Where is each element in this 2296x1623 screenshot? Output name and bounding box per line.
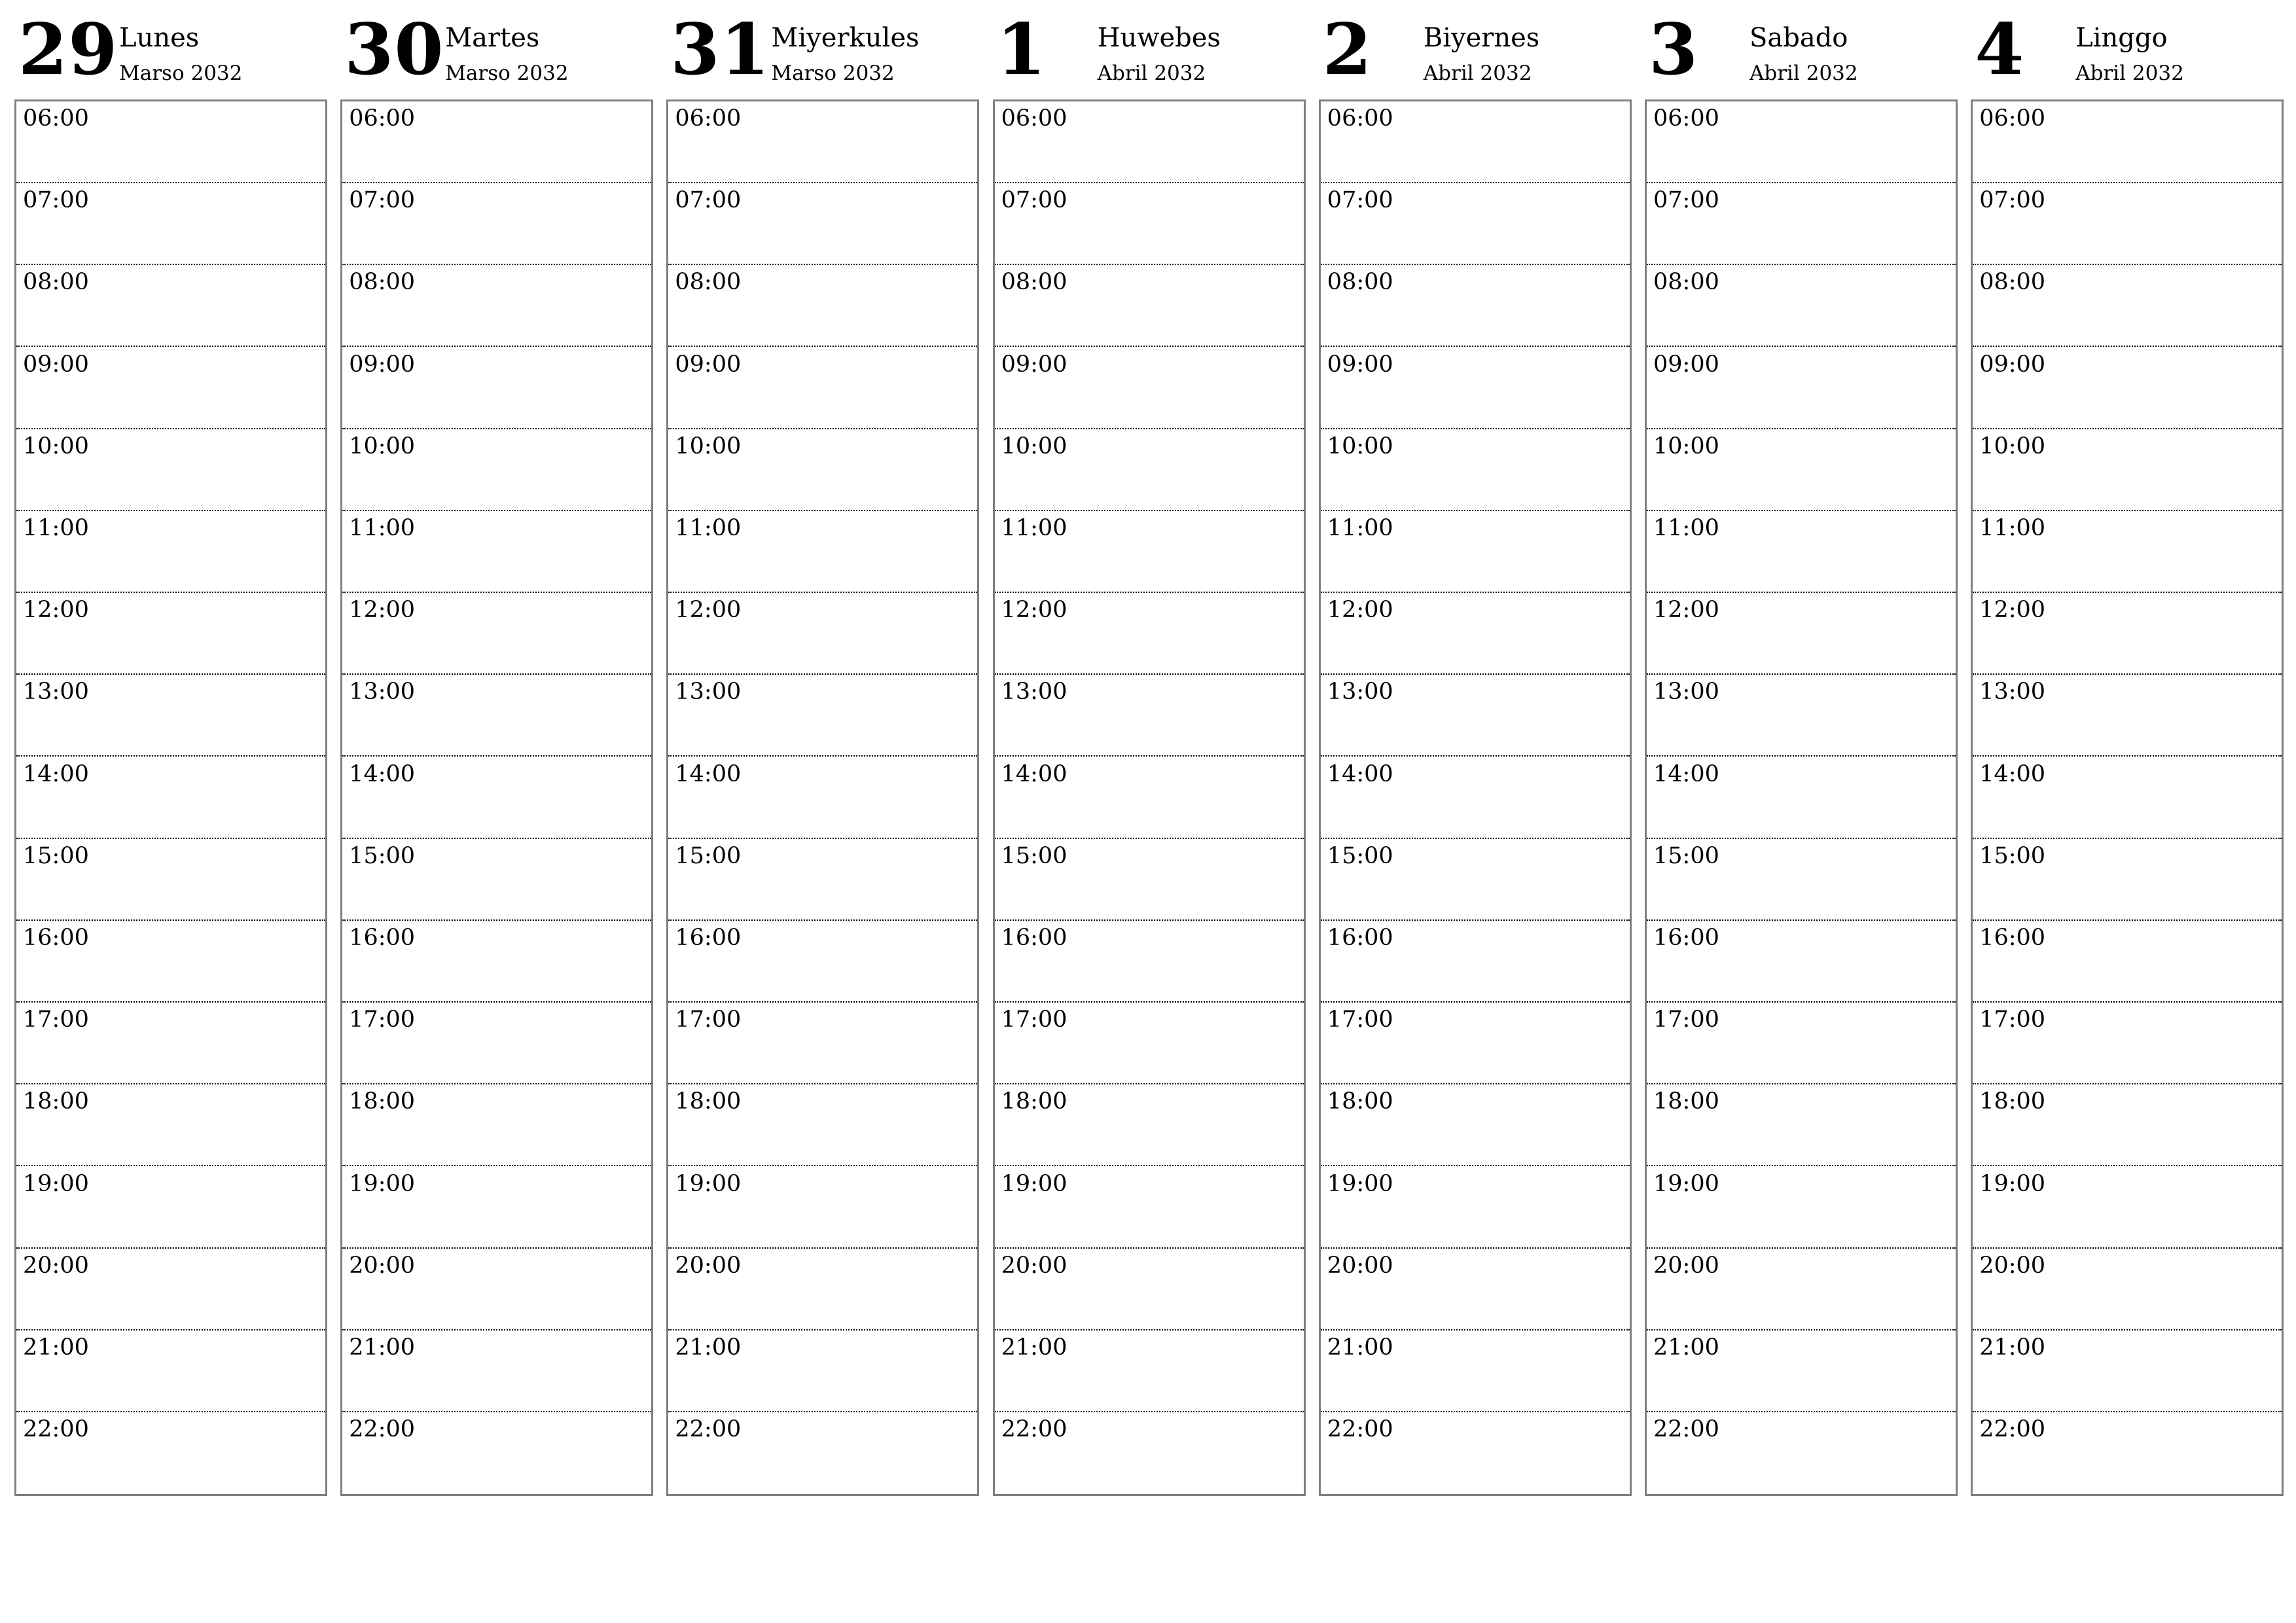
hour-label: 22:00 (1327, 1416, 1393, 1443)
hour-label: 17:00 (23, 1007, 89, 1033)
hour-slot[interactable] (668, 593, 977, 675)
hour-label: 10:00 (23, 433, 89, 459)
hour-label: 09:00 (1327, 351, 1393, 378)
hour-label: 15:00 (1979, 842, 2046, 869)
hour-slot[interactable] (668, 1249, 977, 1330)
hour-label: 07:00 (1001, 187, 1067, 214)
hour-label: 16:00 (23, 925, 89, 951)
hour-slot[interactable] (1321, 675, 1630, 757)
hour-label: 10:00 (1327, 433, 1393, 459)
hour-slot[interactable] (1647, 757, 1956, 839)
hour-label: 16:00 (349, 925, 416, 951)
hour-slot[interactable] (995, 1412, 1304, 1494)
hour-label: 15:00 (1327, 842, 1393, 869)
hour-label: 06:00 (1001, 105, 1067, 132)
hour-label: 18:00 (675, 1088, 742, 1115)
hour-label: 19:00 (1653, 1170, 1719, 1197)
day-number: 30 (344, 9, 444, 91)
hour-label: 07:00 (1979, 187, 2046, 214)
hour-label: 10:00 (675, 433, 742, 459)
hour-slot[interactable] (1647, 1084, 1956, 1166)
hour-label: 14:00 (23, 760, 89, 787)
hour-slot[interactable] (1321, 1249, 1630, 1330)
hour-slot[interactable] (668, 1003, 977, 1084)
hour-slot[interactable] (1647, 1412, 1956, 1494)
hour-label: 06:00 (675, 105, 742, 132)
hour-label: 19:00 (675, 1170, 742, 1197)
hour-label: 20:00 (675, 1252, 742, 1279)
hour-label: 10:00 (1653, 433, 1719, 459)
day-name: Martes (445, 23, 540, 53)
day-header (1971, 0, 2284, 99)
hour-slot[interactable] (1647, 183, 1956, 265)
hour-label: 06:00 (1979, 105, 2046, 132)
hour-slot[interactable] (995, 675, 1304, 757)
hour-slot[interactable] (1647, 265, 1956, 347)
day-name: Huwebes (1097, 23, 1221, 53)
hour-slot[interactable] (995, 265, 1304, 347)
day-month: Abril 2032 (1749, 62, 1858, 85)
hour-label: 12:00 (1001, 597, 1067, 624)
hour-slot[interactable] (1321, 183, 1630, 265)
hour-slot[interactable] (995, 1249, 1304, 1330)
hour-label: 16:00 (675, 925, 742, 951)
hour-label: 21:00 (675, 1334, 742, 1361)
day-schedule-box[interactable] (1319, 99, 1632, 1496)
hour-label: 12:00 (23, 597, 89, 624)
hour-label: 14:00 (1979, 760, 2046, 787)
hour-label: 08:00 (1653, 269, 1719, 296)
hour-slot[interactable] (342, 757, 651, 839)
hour-slot[interactable] (1973, 429, 2282, 511)
hour-slot[interactable] (16, 1084, 325, 1166)
hour-slot[interactable] (995, 921, 1304, 1003)
hour-label: 06:00 (349, 105, 416, 132)
hour-slot[interactable] (995, 1084, 1304, 1166)
hour-slot[interactable] (995, 429, 1304, 511)
hour-slot[interactable] (668, 1084, 977, 1166)
hour-slot[interactable] (995, 1330, 1304, 1412)
hour-slot[interactable] (342, 1003, 651, 1084)
hour-slot[interactable] (16, 1249, 325, 1330)
day-name: Miyerkules (771, 23, 920, 53)
hour-label: 20:00 (1327, 1252, 1393, 1279)
day-number: 3 (1649, 9, 1699, 91)
hour-slot[interactable] (1647, 101, 1956, 183)
day-month: Marso 2032 (445, 62, 569, 85)
day-month: Marso 2032 (771, 62, 895, 85)
hour-label: 11:00 (1327, 515, 1393, 541)
hour-label: 18:00 (1653, 1088, 1719, 1115)
hour-slot[interactable] (1973, 1249, 2282, 1330)
hour-label: 13:00 (1653, 679, 1719, 705)
hour-slot[interactable] (16, 757, 325, 839)
day-month: Abril 2032 (1423, 62, 1532, 85)
hour-label: 07:00 (23, 187, 89, 214)
hour-label: 15:00 (675, 842, 742, 869)
hour-label: 20:00 (1979, 1252, 2046, 1279)
hour-slot[interactable] (995, 593, 1304, 675)
hour-label: 22:00 (23, 1416, 89, 1443)
hour-slot[interactable] (668, 675, 977, 757)
hour-slot[interactable] (16, 1412, 325, 1494)
hour-slot[interactable] (342, 593, 651, 675)
hour-label: 20:00 (1001, 1252, 1067, 1279)
hour-slot[interactable] (1647, 1249, 1956, 1330)
hour-slot[interactable] (995, 757, 1304, 839)
hour-slot[interactable] (1321, 429, 1630, 511)
hour-slot[interactable] (995, 839, 1304, 921)
day-month: Abril 2032 (1097, 62, 1206, 85)
hour-label: 07:00 (1653, 187, 1719, 214)
day-number: 31 (670, 9, 770, 91)
hour-slot[interactable] (1647, 511, 1956, 593)
hour-label: 12:00 (1653, 597, 1719, 624)
day-header (14, 0, 327, 99)
hour-slot[interactable] (16, 511, 325, 593)
hour-label: 21:00 (1327, 1334, 1393, 1361)
hour-slot[interactable] (1321, 511, 1630, 593)
hour-label: 20:00 (349, 1252, 416, 1279)
hour-slot[interactable] (1647, 1330, 1956, 1412)
hour-label: 21:00 (1653, 1334, 1719, 1361)
hour-slot[interactable] (16, 593, 325, 675)
hour-slot[interactable] (1973, 1084, 2282, 1166)
hour-slot[interactable] (1973, 1003, 2282, 1084)
hour-label: 16:00 (1979, 925, 2046, 951)
hour-slot[interactable] (1647, 921, 1956, 1003)
day-month: Abril 2032 (2075, 62, 2184, 85)
hour-label: 12:00 (675, 597, 742, 624)
hour-slot[interactable] (1647, 593, 1956, 675)
hour-slot[interactable] (1973, 101, 2282, 183)
hour-slot[interactable] (16, 1330, 325, 1412)
hour-label: 11:00 (1979, 515, 2046, 541)
hour-slot[interactable] (1973, 1330, 2282, 1412)
day-header (993, 0, 1306, 99)
hour-label: 22:00 (675, 1416, 742, 1443)
hour-slot[interactable] (1973, 839, 2282, 921)
day-schedule-box[interactable] (993, 99, 1306, 1496)
hour-label: 12:00 (349, 597, 416, 624)
hour-slot[interactable] (1647, 348, 1956, 429)
hour-slot[interactable] (1973, 183, 2282, 265)
hour-label: 08:00 (1327, 269, 1393, 296)
hour-slot[interactable] (16, 183, 325, 265)
hour-slot[interactable] (1973, 921, 2282, 1003)
hour-slot[interactable] (342, 1167, 651, 1249)
hour-slot[interactable] (1321, 101, 1630, 183)
hour-label: 12:00 (1327, 597, 1393, 624)
hour-label: 09:00 (1653, 351, 1719, 378)
hour-slot[interactable] (1321, 757, 1630, 839)
hour-slot[interactable] (1647, 429, 1956, 511)
hour-label: 07:00 (349, 187, 416, 214)
day-column (14, 0, 327, 1443)
hour-slot[interactable] (1647, 675, 1956, 757)
hour-label: 17:00 (675, 1007, 742, 1033)
hour-slot[interactable] (995, 1003, 1304, 1084)
hour-slot[interactable] (995, 1167, 1304, 1249)
hour-label: 06:00 (23, 105, 89, 132)
hour-label: 15:00 (23, 842, 89, 869)
hour-slot[interactable] (1973, 675, 2282, 757)
hour-slot[interactable] (1647, 839, 1956, 921)
day-column (1319, 0, 1632, 1443)
hour-label: 22:00 (1979, 1416, 2046, 1443)
hour-slot[interactable] (342, 1249, 651, 1330)
hour-slot[interactable] (16, 675, 325, 757)
hour-label: 08:00 (1001, 269, 1067, 296)
hour-label: 10:00 (349, 433, 416, 459)
hour-slot[interactable] (1321, 1084, 1630, 1166)
hour-label: 17:00 (349, 1007, 416, 1033)
hour-slot[interactable] (342, 1412, 651, 1494)
hour-label: 17:00 (1979, 1007, 2046, 1033)
hour-slot[interactable] (342, 511, 651, 593)
hour-slot[interactable] (1321, 839, 1630, 921)
hour-label: 11:00 (675, 515, 742, 541)
day-schedule-box[interactable] (1971, 99, 2284, 1496)
day-header (1319, 0, 1632, 99)
hour-slot[interactable] (16, 921, 325, 1003)
hour-label: 21:00 (23, 1334, 89, 1361)
hour-slot[interactable] (995, 511, 1304, 593)
hour-label: 17:00 (1001, 1007, 1067, 1033)
hour-slot[interactable] (668, 265, 977, 347)
hour-label: 17:00 (1653, 1007, 1719, 1033)
hour-slot[interactable] (342, 429, 651, 511)
hour-label: 20:00 (23, 1252, 89, 1279)
day-column (1971, 0, 2284, 1443)
hour-slot[interactable] (16, 429, 325, 511)
hour-label: 22:00 (349, 1416, 416, 1443)
hour-slot[interactable] (342, 1330, 651, 1412)
day-column (993, 0, 1306, 1443)
day-number: 29 (18, 9, 118, 91)
hour-label: 07:00 (675, 187, 742, 214)
hour-label: 13:00 (1979, 679, 2046, 705)
hour-label: 19:00 (1001, 1170, 1067, 1197)
hour-slot[interactable] (342, 101, 651, 183)
hour-label: 18:00 (23, 1088, 89, 1115)
day-name: Lunes (119, 23, 200, 53)
day-column (1645, 0, 1958, 1443)
hour-label: 09:00 (1979, 351, 2046, 378)
hour-slot[interactable] (1321, 1167, 1630, 1249)
hour-slot[interactable] (1973, 757, 2282, 839)
hour-slot[interactable] (16, 101, 325, 183)
hour-label: 08:00 (1979, 269, 2046, 296)
hour-label: 13:00 (675, 679, 742, 705)
hour-label: 19:00 (349, 1170, 416, 1197)
hour-slot[interactable] (342, 265, 651, 347)
hour-label: 12:00 (1979, 597, 2046, 624)
hour-label: 14:00 (675, 760, 742, 787)
hour-label: 14:00 (1653, 760, 1719, 787)
hour-label: 16:00 (1653, 925, 1719, 951)
hour-label: 06:00 (1653, 105, 1719, 132)
hour-slot[interactable] (668, 429, 977, 511)
hour-label: 18:00 (1327, 1088, 1393, 1115)
hour-label: 18:00 (349, 1088, 416, 1115)
hour-label: 09:00 (1001, 351, 1067, 378)
hour-label: 21:00 (1979, 1334, 2046, 1361)
day-schedule-box[interactable] (1645, 99, 1958, 1496)
hour-slot[interactable] (16, 839, 325, 921)
hour-label: 20:00 (1653, 1252, 1719, 1279)
hour-slot[interactable] (1973, 348, 2282, 429)
hour-slot[interactable] (995, 348, 1304, 429)
hour-slot[interactable] (16, 1167, 325, 1249)
hour-slot[interactable] (1321, 265, 1630, 347)
hour-slot[interactable] (668, 757, 977, 839)
hour-label: 16:00 (1001, 925, 1067, 951)
hour-slot[interactable] (1321, 348, 1630, 429)
day-schedule-box[interactable] (14, 99, 327, 1496)
hour-slot[interactable] (668, 101, 977, 183)
day-name: Biyernes (1423, 23, 1540, 53)
hour-slot[interactable] (1321, 921, 1630, 1003)
hour-slot[interactable] (1321, 1330, 1630, 1412)
hour-slot[interactable] (1973, 593, 2282, 675)
hour-slot[interactable] (668, 511, 977, 593)
hour-label: 13:00 (23, 679, 89, 705)
hour-slot[interactable] (1973, 1412, 2282, 1494)
day-column (340, 0, 653, 1443)
hour-label: 16:00 (1327, 925, 1393, 951)
hour-label: 19:00 (1979, 1170, 2046, 1197)
hour-slot[interactable] (16, 1003, 325, 1084)
hour-label: 19:00 (23, 1170, 89, 1197)
hour-label: 15:00 (1653, 842, 1719, 869)
hour-slot[interactable] (342, 348, 651, 429)
day-month: Marso 2032 (119, 62, 243, 85)
hour-label: 14:00 (349, 760, 416, 787)
hour-label: 10:00 (1001, 433, 1067, 459)
hour-slot[interactable] (668, 183, 977, 265)
hour-label: 07:00 (1327, 187, 1393, 214)
day-number: 4 (1975, 9, 2025, 91)
hour-label: 11:00 (1653, 515, 1719, 541)
hour-label: 17:00 (1327, 1007, 1393, 1033)
hour-label: 14:00 (1327, 760, 1393, 787)
hour-label: 21:00 (349, 1334, 416, 1361)
hour-slot[interactable] (668, 1167, 977, 1249)
hour-label: 11:00 (349, 515, 416, 541)
hour-label: 06:00 (1327, 105, 1393, 132)
hour-slot[interactable] (1647, 1167, 1956, 1249)
hour-slot[interactable] (16, 348, 325, 429)
hour-slot[interactable] (668, 921, 977, 1003)
hour-slot[interactable] (995, 101, 1304, 183)
hour-label: 21:00 (1001, 1334, 1067, 1361)
hour-label: 15:00 (1001, 842, 1067, 869)
hour-slot[interactable] (1321, 1412, 1630, 1494)
hour-label: 22:00 (1653, 1416, 1719, 1443)
hour-slot[interactable] (1321, 593, 1630, 675)
hour-slot[interactable] (668, 348, 977, 429)
hour-slot[interactable] (1973, 1167, 2282, 1249)
hour-label: 11:00 (1001, 515, 1067, 541)
hour-label: 09:00 (23, 351, 89, 378)
hour-slot[interactable] (342, 921, 651, 1003)
hour-label: 08:00 (349, 269, 416, 296)
hour-slot[interactable] (668, 839, 977, 921)
hour-label: 14:00 (1001, 760, 1067, 787)
hour-slot[interactable] (342, 675, 651, 757)
hour-slot[interactable] (1647, 1003, 1956, 1084)
hour-slot[interactable] (342, 1084, 651, 1166)
hour-label: 13:00 (1001, 679, 1067, 705)
day-header (666, 0, 979, 99)
hour-label: 18:00 (1979, 1088, 2046, 1115)
day-column (666, 0, 979, 1443)
hour-slot[interactable] (668, 1412, 977, 1494)
hour-slot[interactable] (995, 183, 1304, 265)
hour-slot[interactable] (1321, 1003, 1630, 1084)
hour-slot[interactable] (1973, 265, 2282, 347)
hour-label: 08:00 (23, 269, 89, 296)
hour-label: 19:00 (1327, 1170, 1393, 1197)
hour-slot[interactable] (342, 183, 651, 265)
day-schedule-box[interactable] (666, 99, 979, 1496)
day-schedule-box[interactable] (340, 99, 653, 1496)
day-number: 1 (996, 9, 1047, 91)
hour-slot[interactable] (16, 265, 325, 347)
day-header (340, 0, 653, 99)
day-header (1645, 0, 1958, 99)
hour-slot[interactable] (1973, 511, 2282, 593)
hour-slot[interactable] (342, 839, 651, 921)
day-number: 2 (1322, 9, 1372, 91)
hour-label: 09:00 (675, 351, 742, 378)
hour-label: 18:00 (1001, 1088, 1067, 1115)
hour-label: 11:00 (23, 515, 89, 541)
hour-label: 15:00 (349, 842, 416, 869)
hour-label: 13:00 (349, 679, 416, 705)
hour-label: 22:00 (1001, 1416, 1067, 1443)
hour-label: 08:00 (675, 269, 742, 296)
hour-slot[interactable] (668, 1330, 977, 1412)
hour-label: 09:00 (349, 351, 416, 378)
hour-label: 13:00 (1327, 679, 1393, 705)
hour-label: 10:00 (1979, 433, 2046, 459)
day-name: Linggo (2075, 23, 2168, 53)
day-name: Sabado (1749, 23, 1848, 53)
